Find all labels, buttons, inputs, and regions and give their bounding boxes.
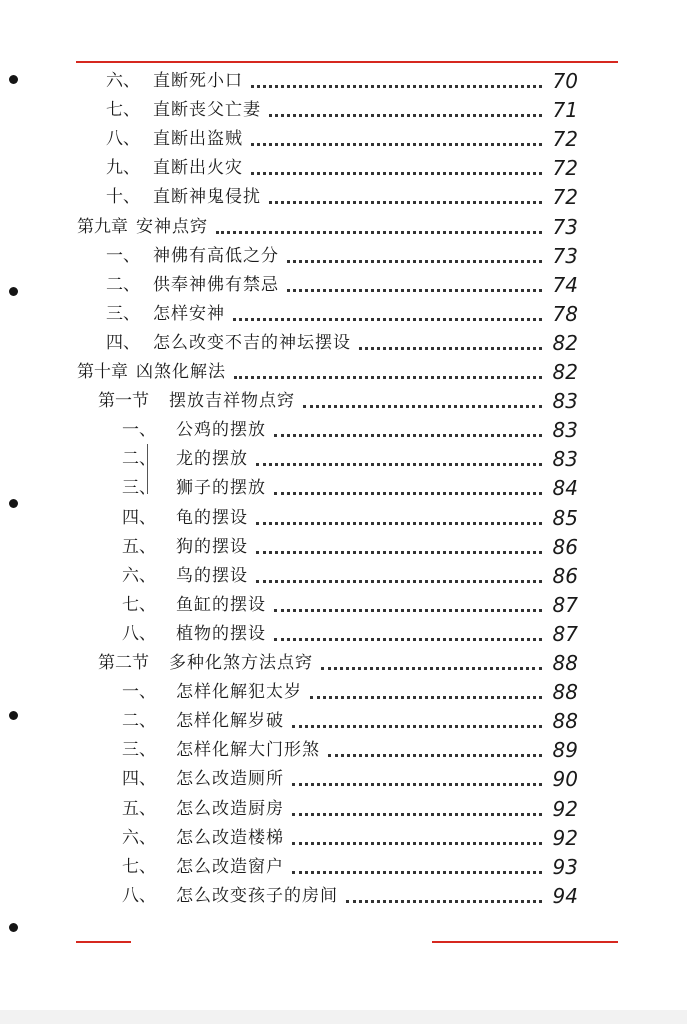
toc-page-number: 83 bbox=[552, 447, 578, 472]
toc-number: 八、 bbox=[122, 885, 156, 906]
dot-leader bbox=[233, 308, 542, 321]
toc-title: 怎么改造楼梯 bbox=[176, 827, 284, 848]
toc-title: 直断神鬼侵扰 bbox=[153, 187, 261, 208]
toc-page-number: 87 bbox=[552, 621, 578, 646]
dot-leader bbox=[251, 162, 542, 175]
toc-page-number: 73 bbox=[552, 214, 578, 239]
toc-title: 鱼缸的摆设 bbox=[176, 594, 266, 615]
toc-row[interactable] bbox=[106, 325, 578, 354]
toc-number: 一、 bbox=[106, 245, 140, 266]
toc-row[interactable] bbox=[122, 849, 578, 878]
toc-page-number: 72 bbox=[552, 127, 578, 152]
dot-leader bbox=[251, 75, 542, 88]
toc-title: 鸟的摆设 bbox=[176, 565, 248, 586]
toc-row[interactable] bbox=[122, 500, 578, 529]
dot-leader bbox=[274, 424, 542, 437]
toc-row[interactable] bbox=[106, 296, 578, 325]
dot-leader bbox=[256, 512, 542, 525]
toc-title: 狮子的摆放 bbox=[176, 478, 266, 499]
toc-number: 五、 bbox=[122, 798, 156, 819]
dot-leader bbox=[269, 191, 542, 204]
toc-title: 怎么改变孩子的房间 bbox=[176, 885, 338, 906]
dot-leader bbox=[292, 832, 542, 845]
toc-page-number: 92 bbox=[552, 825, 578, 850]
toc-row[interactable] bbox=[77, 354, 578, 383]
toc-number: 一、 bbox=[122, 682, 156, 703]
toc-page-number: 85 bbox=[552, 505, 578, 530]
toc-page-number: 73 bbox=[552, 243, 578, 268]
toc-title: 供奉神佛有禁忌 bbox=[153, 274, 279, 295]
toc-title: 直断出盗贼 bbox=[153, 129, 243, 150]
toc-title: 怎样化解犯太岁 bbox=[176, 682, 302, 703]
toc-row[interactable] bbox=[77, 209, 578, 238]
toc-title: 怎样化解岁破 bbox=[176, 711, 284, 732]
toc-page-number: 86 bbox=[552, 563, 578, 588]
toc-row[interactable] bbox=[122, 703, 578, 732]
toc-row[interactable] bbox=[122, 587, 578, 616]
toc-title: 植物的摆设 bbox=[176, 623, 266, 644]
toc-page-number: 94 bbox=[552, 883, 578, 908]
toc-page-number: 88 bbox=[552, 709, 578, 734]
toc-title: 怎样安神 bbox=[153, 303, 225, 324]
toc-page-number: 83 bbox=[552, 389, 578, 414]
bottom-red-rule-right bbox=[432, 941, 618, 943]
toc-number: 五、 bbox=[122, 536, 156, 557]
dot-leader bbox=[292, 803, 542, 816]
toc-row[interactable] bbox=[122, 761, 578, 790]
toc-number: 七、 bbox=[106, 100, 140, 121]
toc-number: 八、 bbox=[122, 623, 156, 644]
toc-title: 怎样化解大门形煞 bbox=[176, 740, 320, 761]
dot-leader bbox=[359, 337, 542, 350]
toc-number: 四、 bbox=[122, 769, 156, 790]
toc-title: 直断丧父亡妻 bbox=[153, 100, 261, 121]
dot-leader bbox=[256, 570, 542, 583]
toc-page-number: 72 bbox=[552, 185, 578, 210]
toc-row[interactable] bbox=[122, 470, 578, 499]
toc-number: 二、 bbox=[106, 274, 140, 295]
toc-row[interactable] bbox=[106, 63, 578, 92]
toc-page-number: 70 bbox=[552, 69, 578, 93]
toc-row[interactable] bbox=[122, 412, 578, 441]
toc-number: 第十章 bbox=[77, 362, 128, 382]
dot-leader bbox=[303, 395, 542, 408]
toc-page-number: 87 bbox=[552, 592, 578, 617]
dot-leader bbox=[292, 715, 542, 728]
toc-number: 七、 bbox=[122, 594, 156, 615]
toc-row[interactable] bbox=[106, 121, 578, 150]
toc-row[interactable] bbox=[106, 267, 578, 296]
toc-row[interactable] bbox=[122, 732, 578, 761]
toc-number: 七、 bbox=[122, 856, 156, 877]
dot-leader bbox=[292, 861, 542, 874]
toc-row[interactable] bbox=[106, 150, 578, 179]
toc-page-number: 88 bbox=[552, 680, 578, 705]
toc-page-number: 92 bbox=[552, 796, 578, 821]
toc-number: 第九章 bbox=[77, 216, 128, 237]
toc-title: 公鸡的摆放 bbox=[176, 420, 266, 441]
toc-row[interactable] bbox=[122, 441, 578, 470]
toc-number: 四、 bbox=[106, 332, 140, 353]
toc-row[interactable] bbox=[122, 529, 578, 558]
toc-number: 二、 bbox=[122, 449, 156, 470]
toc-page-number: 82 bbox=[552, 330, 578, 355]
toc-row[interactable] bbox=[122, 558, 578, 587]
toc-title: 怎么改变不吉的神坛摆设 bbox=[153, 332, 351, 353]
toc-row[interactable] bbox=[106, 92, 578, 121]
toc-title: 摆放吉祥物点窍 bbox=[169, 391, 295, 412]
dot-leader bbox=[274, 599, 542, 612]
toc-title: 怎么改造窗户 bbox=[176, 856, 284, 877]
dot-leader bbox=[328, 744, 542, 757]
toc-row[interactable] bbox=[98, 383, 578, 412]
bottom-red-rule-left bbox=[76, 941, 131, 943]
toc-title: 直断死小口 bbox=[153, 71, 243, 91]
toc-number: 二、 bbox=[122, 711, 156, 732]
toc-number: 第二节 bbox=[98, 653, 149, 673]
dot-leader bbox=[274, 482, 542, 495]
toc-row[interactable] bbox=[122, 616, 578, 645]
toc-number: 三、 bbox=[122, 740, 156, 761]
dot-leader bbox=[234, 366, 542, 379]
toc-title: 直断出火灾 bbox=[153, 158, 243, 179]
toc-row[interactable] bbox=[122, 820, 578, 849]
toc-title: 狗的摆设 bbox=[176, 536, 248, 557]
toc-row[interactable] bbox=[98, 645, 578, 674]
toc-row[interactable] bbox=[106, 238, 578, 267]
toc-number: 三、 bbox=[106, 303, 140, 324]
toc-page-number: 90 bbox=[552, 767, 578, 792]
toc-page-number: 93 bbox=[552, 854, 578, 879]
dot-leader bbox=[274, 628, 542, 641]
dot-leader bbox=[292, 773, 542, 786]
toc-title: 怎么改造厕所 bbox=[176, 769, 284, 790]
toc-number: 一、 bbox=[122, 420, 156, 441]
toc-page-number: 72 bbox=[552, 156, 578, 181]
toc-page-number: 83 bbox=[552, 418, 578, 443]
toc-page-number: 88 bbox=[552, 651, 578, 675]
toc-row[interactable] bbox=[122, 791, 578, 820]
toc-row[interactable] bbox=[122, 878, 578, 907]
toc-number: 六、 bbox=[122, 827, 156, 848]
toc-page-number: 78 bbox=[552, 301, 578, 326]
dot-leader bbox=[216, 221, 542, 234]
toc-title: 安神点窍 bbox=[136, 216, 208, 237]
toc-title: 多种化煞方法点窍 bbox=[169, 653, 313, 673]
toc-title: 神佛有高低之分 bbox=[153, 245, 279, 266]
dot-leader bbox=[251, 133, 542, 146]
toc-title: 凶煞化解法 bbox=[136, 362, 226, 382]
toc-number: 三、 bbox=[122, 478, 156, 499]
toc-page-number: 89 bbox=[552, 738, 578, 763]
scan-edge bbox=[0, 1010, 687, 1024]
dot-leader bbox=[269, 104, 542, 117]
dot-leader bbox=[321, 657, 542, 670]
dot-leader bbox=[256, 453, 542, 466]
toc-title: 龙的摆放 bbox=[176, 449, 248, 470]
dot-leader bbox=[287, 250, 542, 263]
toc-page-number: 74 bbox=[552, 272, 578, 297]
toc-number: 六、 bbox=[106, 71, 140, 91]
toc-number: 第一节 bbox=[98, 391, 149, 412]
toc-page-number: 71 bbox=[552, 98, 578, 123]
dot-leader bbox=[346, 890, 542, 903]
toc-row[interactable] bbox=[122, 674, 578, 703]
toc-number: 四、 bbox=[122, 507, 156, 528]
toc-number: 六、 bbox=[122, 565, 156, 586]
toc-page-number: 84 bbox=[552, 476, 578, 501]
toc-row[interactable] bbox=[106, 179, 578, 208]
dot-leader bbox=[287, 279, 542, 292]
toc-number: 九、 bbox=[106, 158, 140, 179]
toc-number: 十、 bbox=[106, 187, 140, 208]
toc-page-number: 82 bbox=[552, 360, 578, 384]
toc-page-number: 86 bbox=[552, 534, 578, 559]
toc-title: 龟的摆设 bbox=[176, 507, 248, 528]
dot-leader bbox=[310, 686, 542, 699]
toc-title: 怎么改造厨房 bbox=[176, 798, 284, 819]
toc-number: 八、 bbox=[106, 129, 140, 150]
dot-leader bbox=[256, 541, 542, 554]
